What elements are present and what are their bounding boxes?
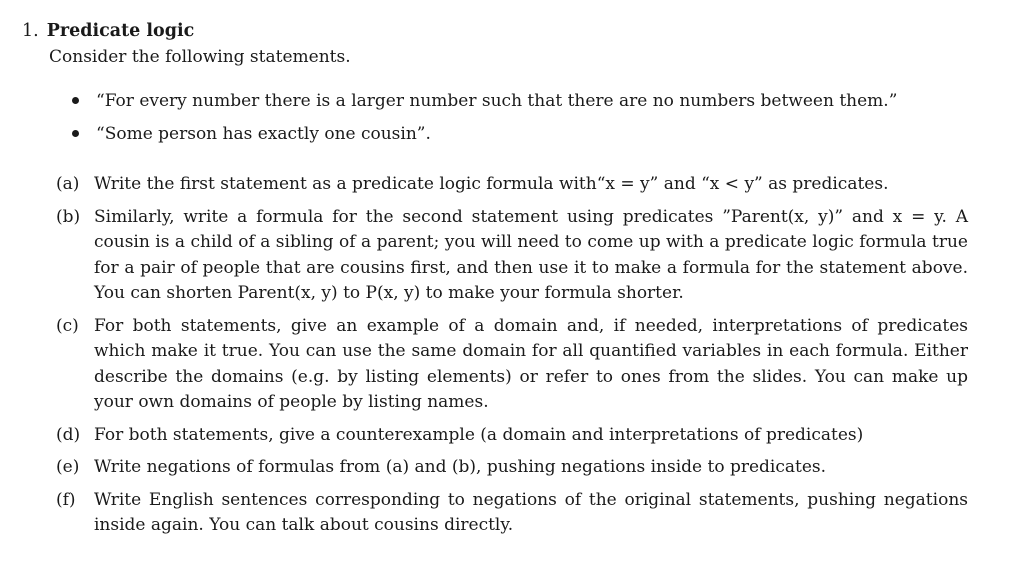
subquestion-label: (b) — [56, 206, 81, 227]
subquestion-label: (c) — [56, 315, 79, 336]
statement-item — [72, 123, 897, 156]
statement-item — [72, 90, 897, 123]
subquestion-a — [56, 172, 968, 198]
subquestion-list — [56, 172, 968, 546]
subquestion-label: (e) — [56, 457, 80, 477]
subquestion-c — [56, 314, 968, 416]
subquestion-d — [56, 423, 968, 449]
problem-title: Predicate logic — [46, 21, 195, 41]
problem-number: 1. — [22, 21, 39, 41]
subquestion-label: (d) — [56, 424, 81, 445]
bullet-icon — [72, 130, 79, 137]
subquestion-b — [56, 205, 968, 307]
subquestion-text: For both statements, give an example of a domain and, if needed, interpretations of predicates which make it true. You can use the same domain for all quantified variables in each formula. Either describe the domains (e.g. by listing elements) or refer to ones from the slides. You can make up your own domains of people by listing names. — [94, 315, 968, 412]
statement-list — [72, 90, 897, 156]
subquestion-e — [56, 455, 968, 481]
subquestion-text: Write the first statement as a predicate logic formula with“x = y” and “x < y” as predicates. — [94, 174, 889, 194]
subquestion-text: Write English sentences corresponding to negations of the original statements, pushing negations inside again. You can talk about cousins directly. — [94, 489, 968, 535]
subquestion-label: (a) — [56, 174, 80, 194]
subquestion-label: (f) — [56, 489, 76, 510]
subquestion-text: For both statements, give a counterexample (a domain and interpretations of predicates) — [94, 424, 864, 445]
subquestion-text: Similarly, write a formula for the second statement using predicates ”Parent(x, y)” and x = y. A cousin is a child of a sibling of a parent; you will need to come up with a predicate logic formula true for a pair of people that are cousins first, and then use it to make a formula for the statement above. You can shorten Parent(x, y) to P(x, y) to make your formula shorter. — [94, 206, 968, 303]
bullet-icon — [72, 97, 79, 104]
subquestion-text: Write negations of formulas from (a) and (b), pushing negations inside to predicates. — [94, 457, 827, 477]
subquestion-f — [56, 488, 968, 539]
statement-text: “Some person has exactly one cousin”. — [96, 124, 431, 144]
statement-text: “For every number there is a larger number such that there are no numbers between them.” — [96, 91, 898, 111]
problem-intro: Consider the following statements. — [49, 47, 351, 67]
problem-heading — [22, 20, 194, 42]
